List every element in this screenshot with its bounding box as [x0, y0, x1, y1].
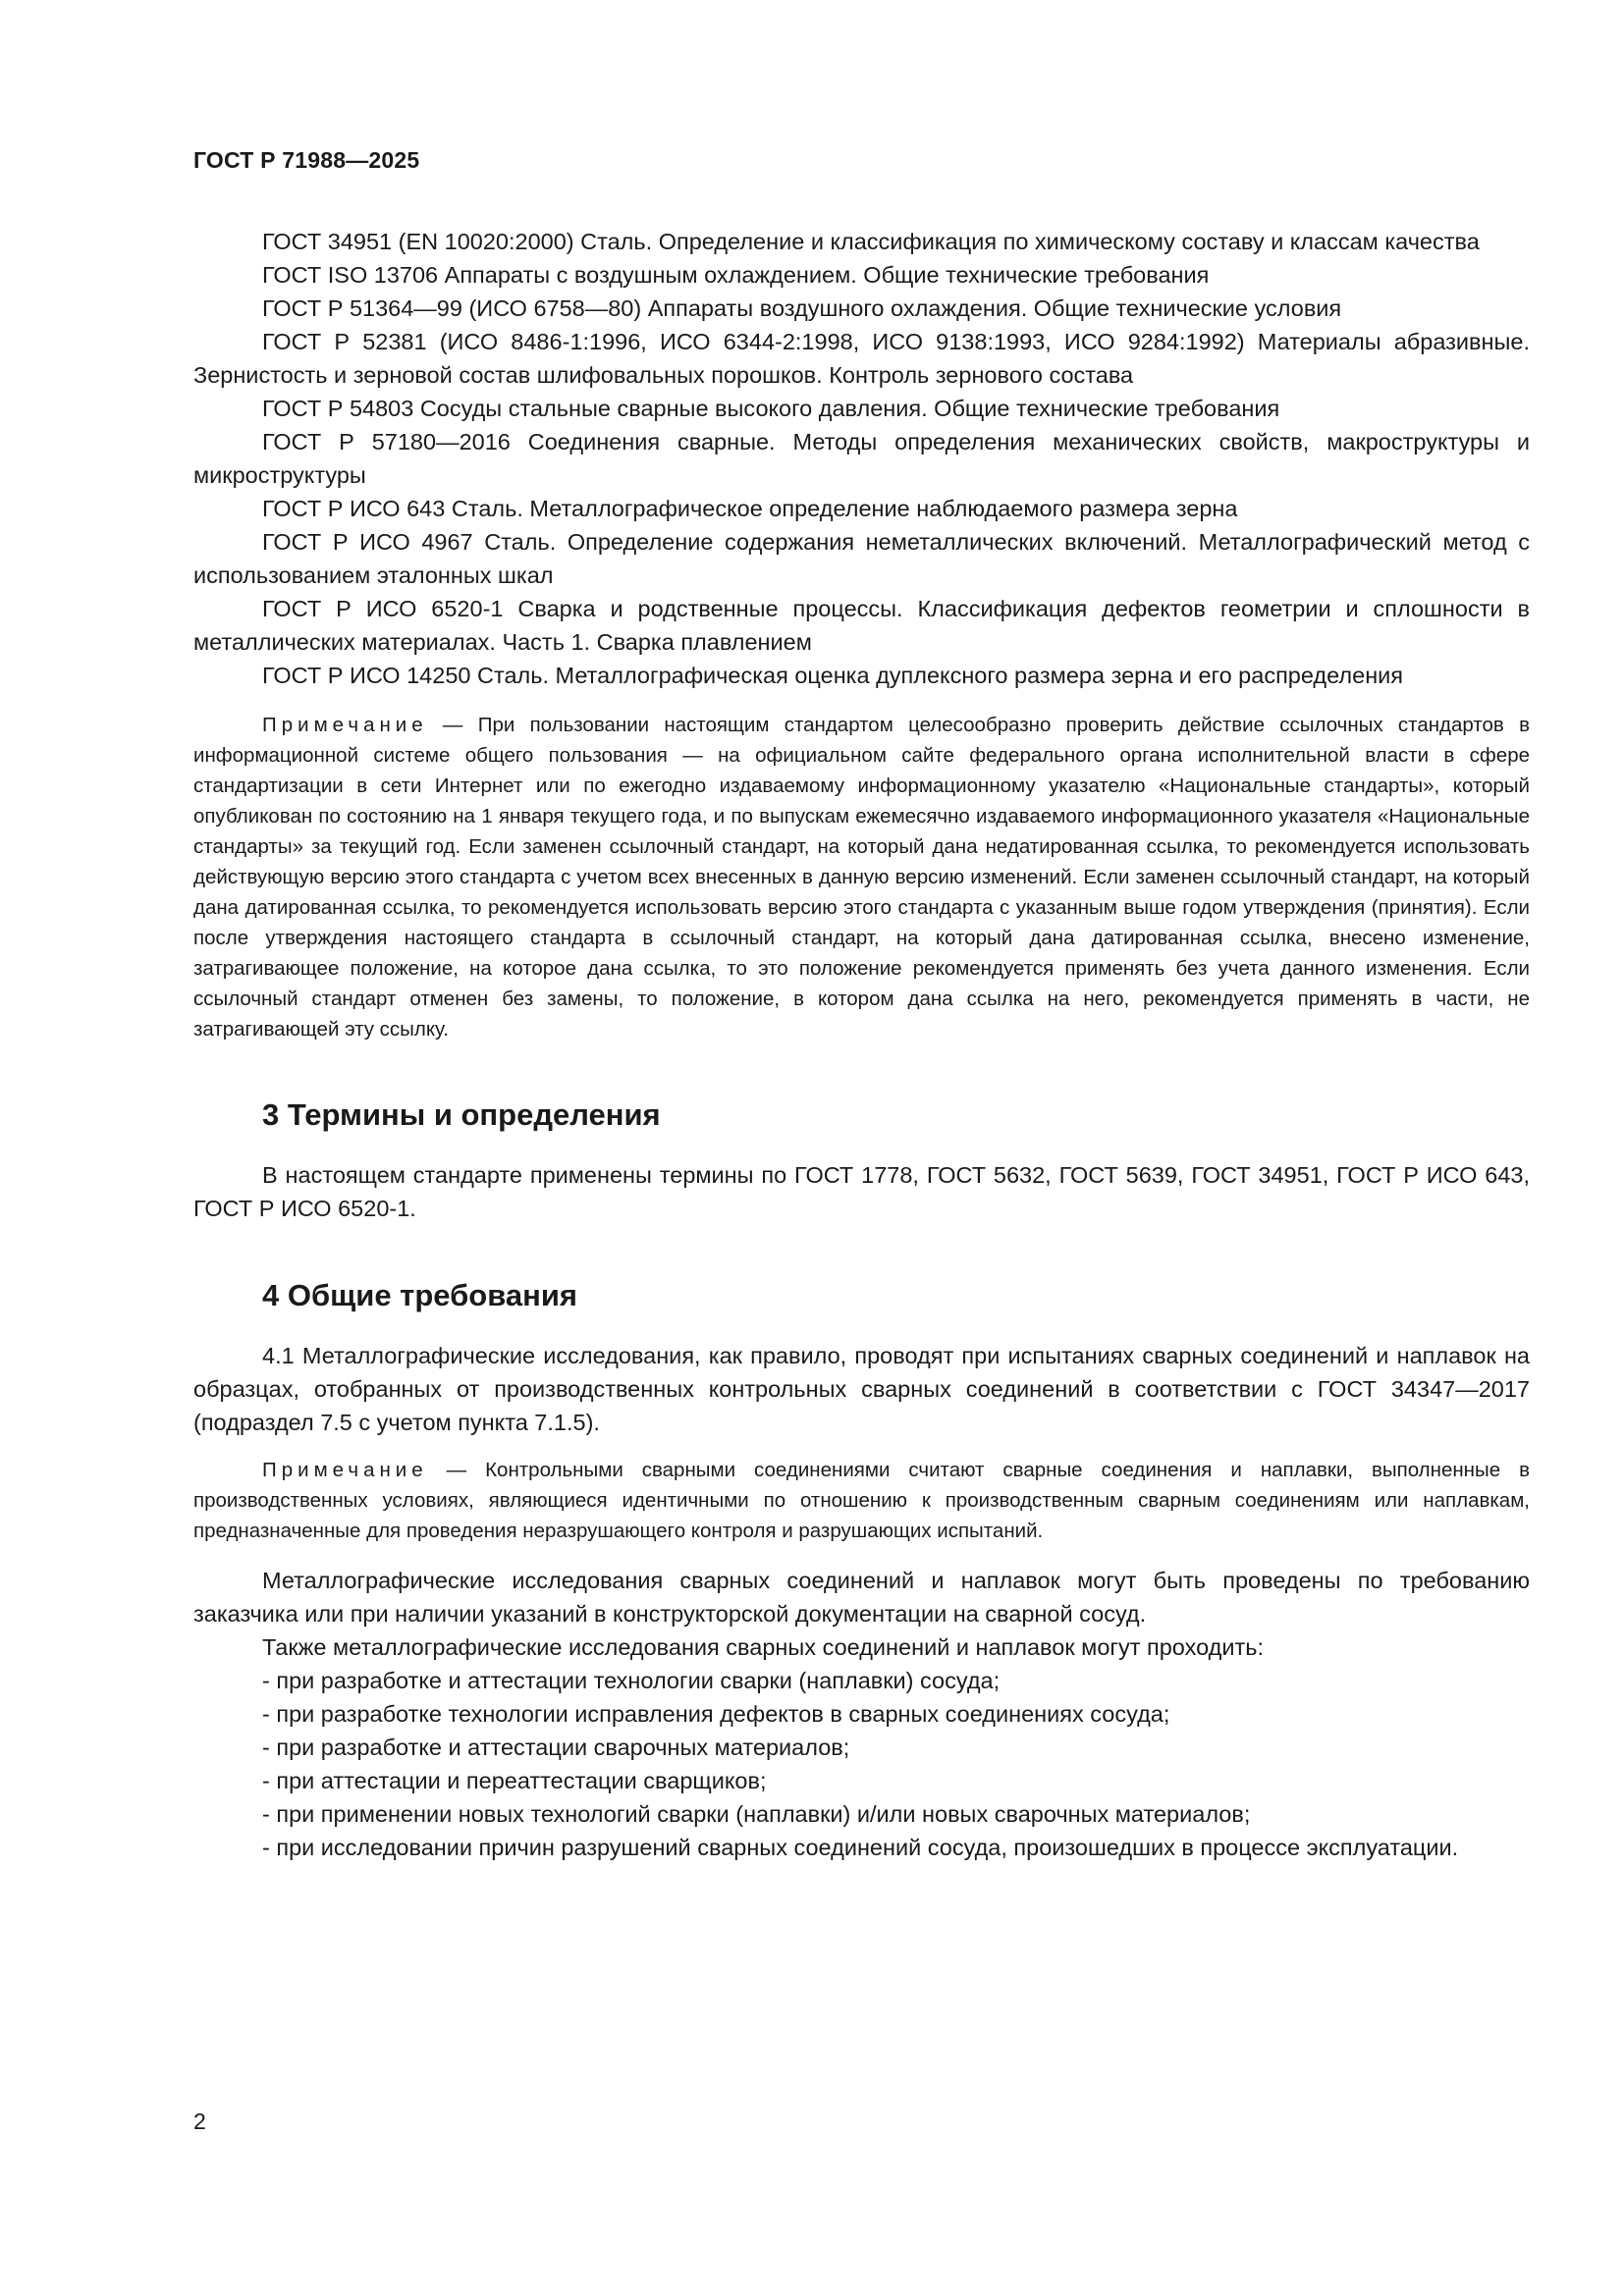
reference-item: ГОСТ Р 54803 Сосуды стальные сварные высокого давления. Общие технические требования [262, 396, 1280, 421]
list-item: - при применении новых технологий сварки (наплавки) и/или новых сварочных материалов; [262, 1801, 1251, 1827]
note-text: — Контрольными сварными соединениями считают сварные соединения и наплавки, выполненные в производственных условиях, являющиеся идентичными по отношению к производственным сварным соединениям или наплавкам, предназначенные для проведения неразрушающего контроля и разрушающих испытаний. [193, 1459, 1530, 1542]
bullet-list [193, 1664, 1530, 1864]
section-3-title: 3 Термины и определения [262, 1097, 661, 1132]
document-header: ГОСТ Р 71988—2025 [193, 147, 420, 173]
list-item: - при исследовании причин разрушений сварных соединений сосуда, произошедших в процессе эксплуатации. [262, 1835, 1459, 1860]
section-4-title: 4 Общие требования [262, 1278, 577, 1312]
clause-4-1: 4.1 Металлографические исследования, как правило, проводят при испытаниях сварных соединений и наплавок на образцах, отобранных от производственных контрольных сварных соединений в соответствии с ГОСТ 34347—2017 (подраздел 7.5 с учетом пункта 7.1.5). [193, 1343, 1530, 1435]
reference-item: ГОСТ 34951 (EN 10020:2000) Сталь. Определение и классификация по химическому составу и классам качества [262, 229, 1480, 254]
reference-item: ГОСТ Р 57180—2016 Соединения сварные. Методы определения механических свойств, макроструктуры и микроструктуры [193, 429, 1530, 488]
reference-item: ГОСТ Р ИСО 4967 Сталь. Определение содержания неметаллических включений. Металлографический метод с использованием эталонных шкал [193, 529, 1530, 588]
list-item: - при разработке и аттестации сварочных материалов; [262, 1735, 850, 1760]
section-3 [193, 1095, 1530, 1225]
note-text: — При пользовании настоящим стандартом целесообразно проверить действие ссылочных стандартов в информационной системе общего пользования — на официальном сайте федерального органа исполнительной власти в сфере стандартизации в сети Интернет или по ежегодно издаваемому информационному указателю «Национальные стандарты», который опубликован по состоянию на 1 января текущего года, и по выпускам ежемесячно издаваемого информационного указателя «Национальные стандарты» за текущий год. Если заменен ссылочный стандарт, на который дана недатированная ссылка, то рекомендуется использовать действующую версию этого стандарта с учетом всех внесенных в данную версию изменений. Если заменен ссылочный стандарт, на который дана датированная ссылка, то рекомендуется использовать версию этого стандарта с указанным выше годом утверждения (принятия). Если после утверждения настоящего стандарта в ссылочный стандарт, на который дана датированная ссылка, внесено изменение, затрагивающее положение, на которое дана ссылка, то это положение рекомендуется применять без учета данного изменения. Если ссылочный стандарт отменен без замены, то положение, в котором дана ссылка на него, рекомендуется применять в части, не затрагивающей эту ссылку. [193, 714, 1530, 1041]
list-item: - при разработке и аттестации технологии сварки (наплавки) сосуда; [262, 1668, 1001, 1693]
reference-item: ГОСТ Р ИСО 14250 Сталь. Металлографическая оценка дуплексного размера зерна и его распределения [262, 663, 1404, 688]
document-page [193, 147, 1530, 1864]
note-label: Примечание [262, 714, 428, 736]
note-label: Примечание [262, 1459, 428, 1481]
reference-item: ГОСТ Р ИСО 643 Сталь. Металлографическое определение наблюдаемого размера зерна [262, 496, 1238, 521]
paragraph: Также металлографические исследования сварных соединений и наплавок могут проходить: [262, 1634, 1265, 1660]
section-4 [193, 1276, 1530, 1864]
reference-item: ГОСТ Р 51364—99 (ИСО 6758—80) Аппараты воздушного охлаждения. Общие технические условия [262, 295, 1342, 321]
section-3-text: В настоящем стандарте применены термины по ГОСТ 1778, ГОСТ 5632, ГОСТ 5639, ГОСТ 34951, ГОСТ Р ИСО 643, ГОСТ Р ИСО 6520-1. [193, 1162, 1530, 1221]
references-note [193, 710, 1530, 1044]
references-list [193, 225, 1530, 692]
reference-item: ГОСТ Р ИСО 6520-1 Сварка и родственные процессы. Классификация дефектов геометрии и сплошности в металлических материалах. Часть 1. Сварка плавлением [193, 596, 1530, 655]
reference-item: ГОСТ ISO 13706 Аппараты с воздушным охлаждением. Общие технические требования [262, 262, 1210, 288]
list-item: - при разработке технологии исправления дефектов в сварных соединениях сосуда; [262, 1701, 1170, 1727]
list-item: - при аттестации и переаттестации сварщиков; [262, 1768, 767, 1793]
page-number: 2 [193, 2109, 206, 2134]
paragraph: Металлографические исследования сварных соединений и наплавок могут быть проведены по требованию заказчика или при наличии указаний в конструкторской документации на сварной сосуд. [193, 1568, 1530, 1627]
reference-item: ГОСТ Р 52381 (ИСО 8486-1:1996, ИСО 6344-2:1998, ИСО 9138:1993, ИСО 9284:1992) Материалы абразивные. Зернистость и зерновой состав шлифовальных порошков. Контроль зернового состава [193, 329, 1530, 388]
